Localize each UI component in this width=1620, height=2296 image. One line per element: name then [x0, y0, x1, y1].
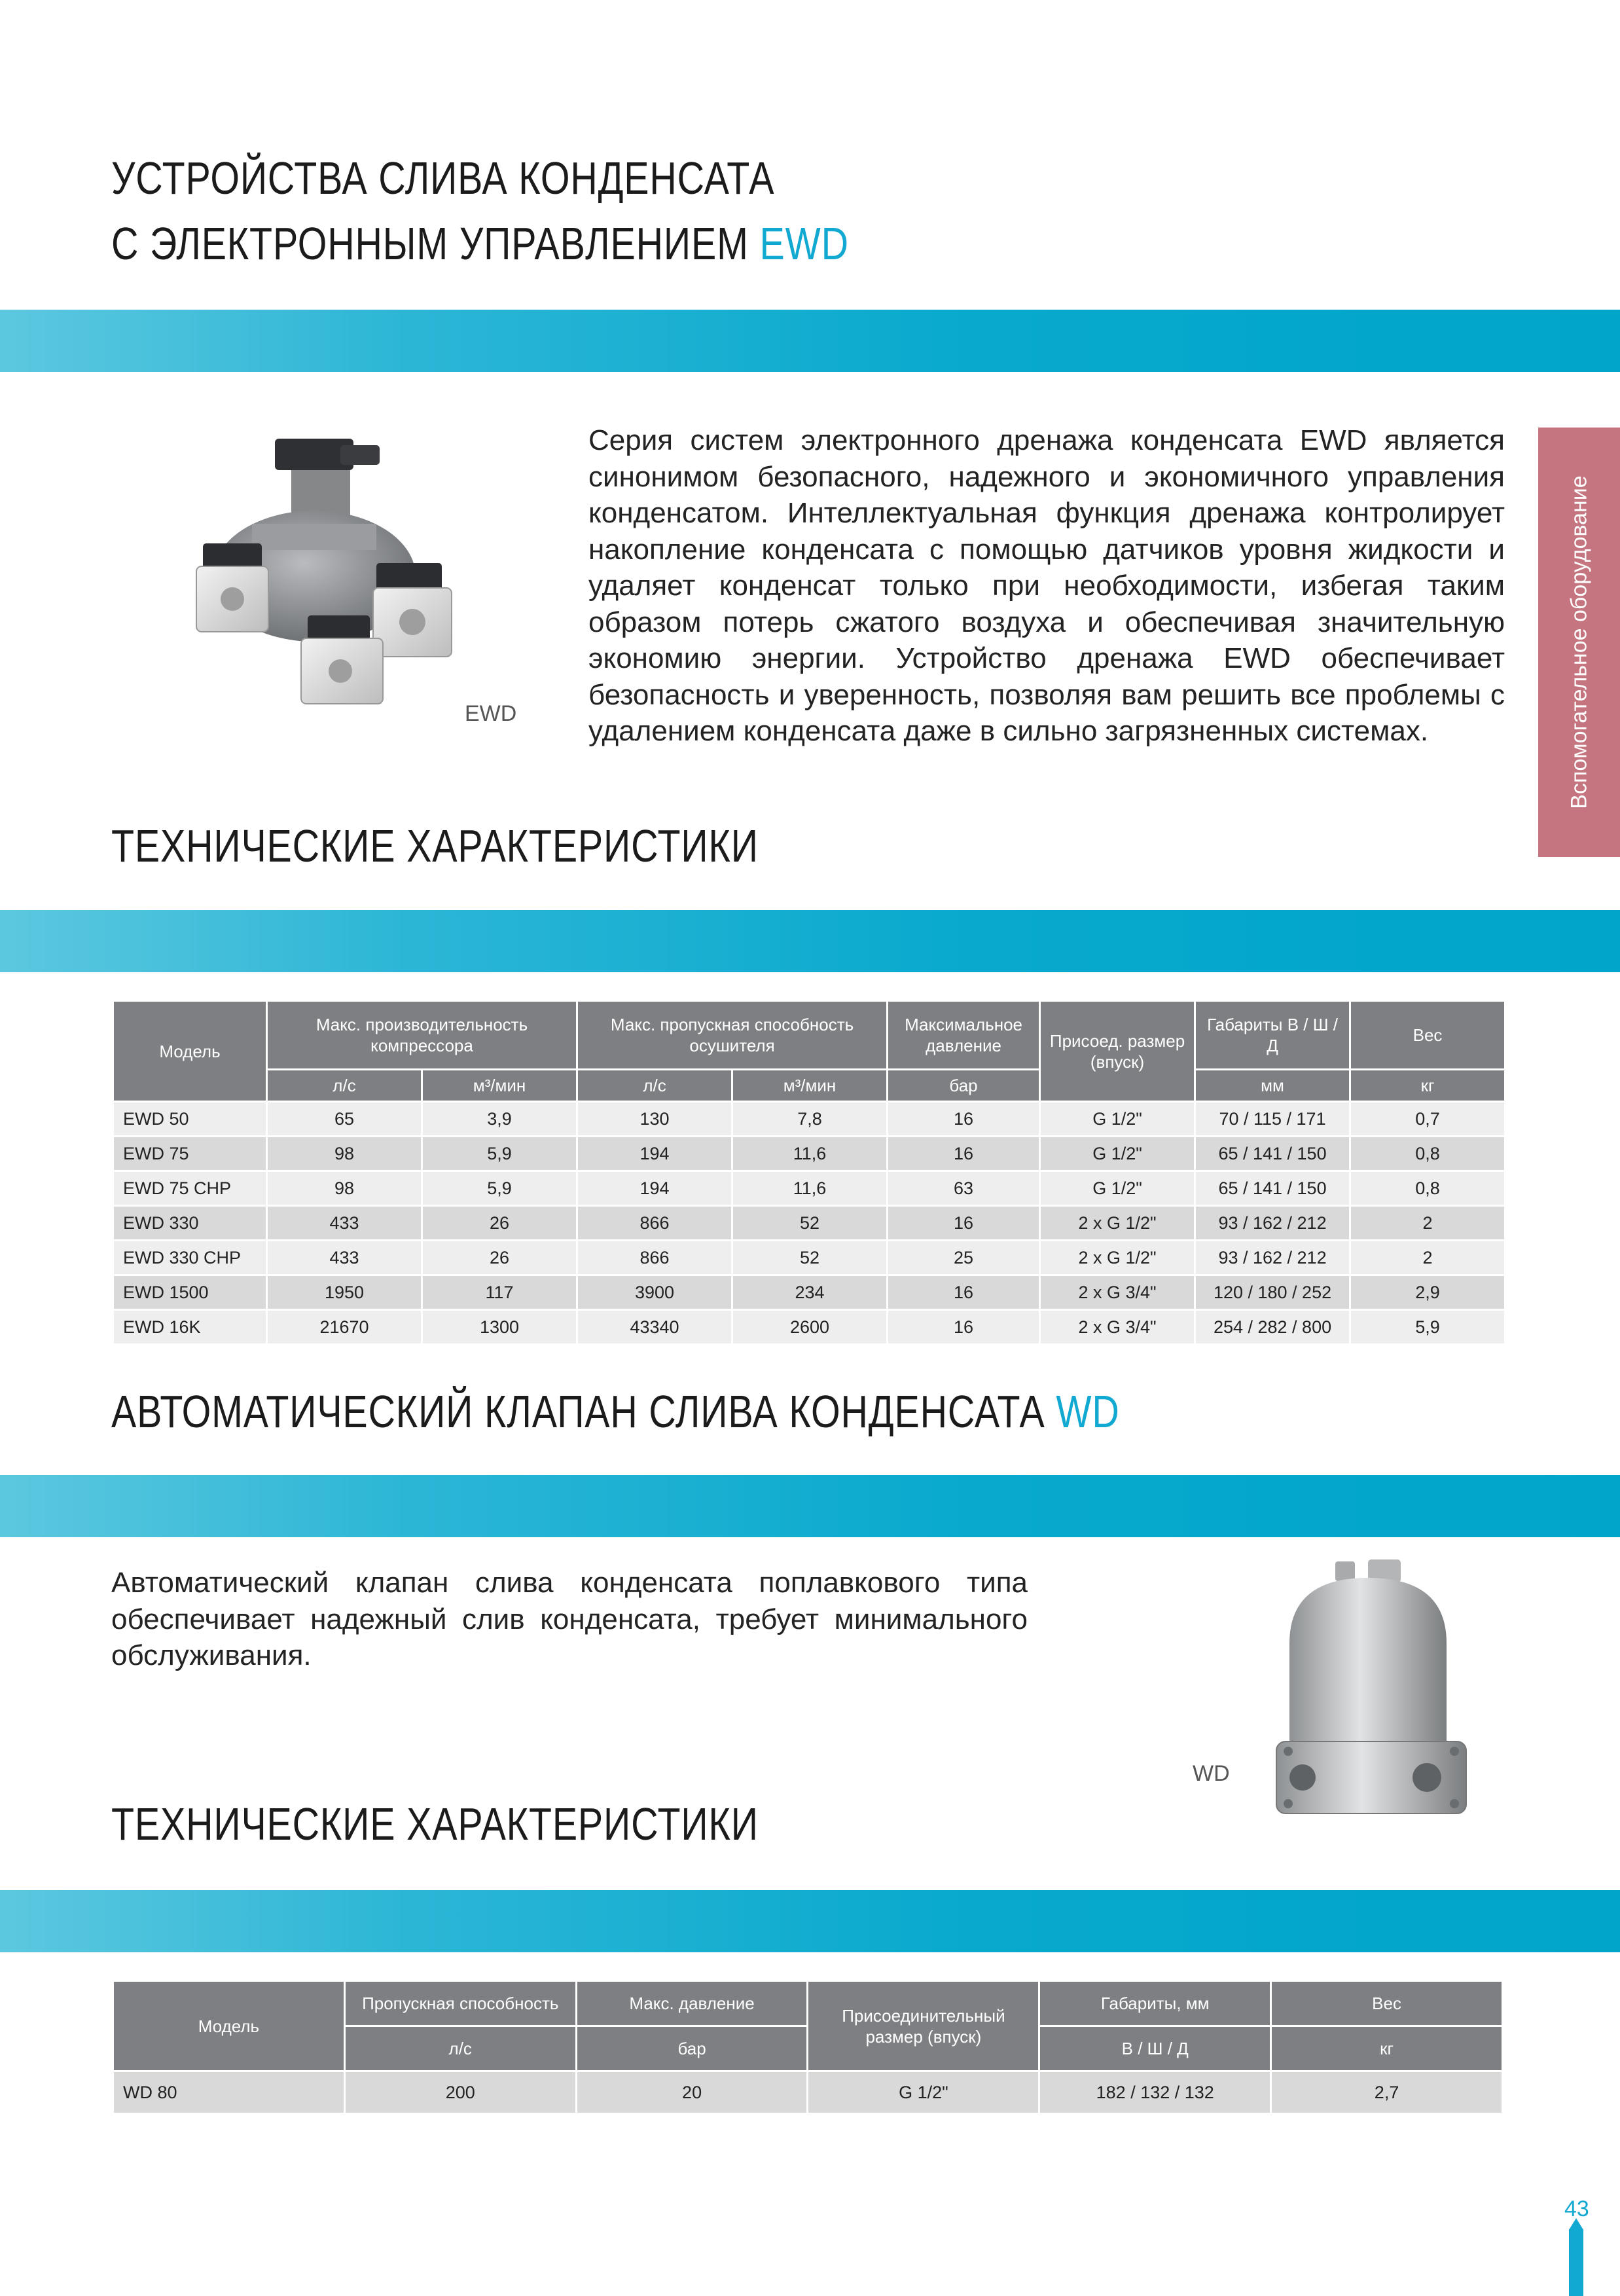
table-cell: EWD 1500: [114, 1276, 266, 1309]
table-cell: 93 / 162 / 212: [1196, 1241, 1349, 1274]
col-header-connection: Присоединительный размер (впуск): [808, 1982, 1038, 2070]
table-cell: 2600: [733, 1311, 886, 1343]
table-cell: 16: [888, 1137, 1039, 1170]
section-band: [0, 1890, 1620, 1952]
unit-header: л/с: [346, 2027, 575, 2070]
table-cell: 20: [577, 2072, 807, 2113]
table-cell: 3,9: [423, 1102, 576, 1135]
section-band: [0, 310, 1620, 372]
col-header-weight: Вес: [1272, 1982, 1502, 2025]
table-cell: 16: [888, 1207, 1039, 1239]
table-cell: 26: [423, 1241, 576, 1274]
table-row: [114, 1172, 1504, 1205]
table-cell: 2,7: [1272, 2072, 1502, 2113]
table-cell: EWD 50: [114, 1102, 266, 1135]
ewd-title-line2: [111, 215, 849, 272]
table-row: [114, 1207, 1504, 1239]
page-number: 43: [1564, 2196, 1589, 2221]
table-cell: G 1/2": [1041, 1137, 1194, 1170]
table-cell: 21670: [268, 1311, 421, 1343]
table-cell: 130: [578, 1102, 731, 1135]
table-cell: 2,9: [1351, 1276, 1504, 1309]
col-header-pressure: Макс. давление: [577, 1982, 807, 2025]
ewd-specs-table: [112, 1000, 1506, 1345]
table-cell: 2 x G 1/2": [1041, 1241, 1194, 1274]
table-cell: 0,8: [1351, 1172, 1504, 1205]
table-cell: 433: [268, 1207, 421, 1239]
table-cell: 200: [346, 2072, 575, 2113]
table-cell: EWD 75 CHP: [114, 1172, 266, 1205]
section-band: [0, 1475, 1620, 1537]
table-cell: 254 / 282 / 800: [1196, 1311, 1349, 1343]
table-row: [114, 1102, 1504, 1135]
table-cell: 866: [578, 1207, 731, 1239]
wd-title-prefix: АВТОМАТИЧЕСКИЙ КЛАПАН СЛИВА КОНДЕНСАТА: [111, 1386, 1056, 1437]
table-cell: 65 / 141 / 150: [1196, 1172, 1349, 1205]
wd-description: Автоматический клапан слива конденсата поплавкового типа обеспечивает надежный слив конденсата, требует минимального обслуживания.: [111, 1567, 1028, 1671]
ewd-title-accent: EWD: [759, 218, 849, 269]
page-marker-bar: [1569, 2229, 1583, 2296]
ewd-title-prefix: С ЭЛЕКТРОННЫМ УПРАВЛЕНИЕМ: [111, 218, 760, 269]
ewd-image-caption: EWD: [465, 701, 517, 726]
wd-title: [111, 1383, 1120, 1440]
table-cell: 70 / 115 / 171: [1196, 1102, 1349, 1135]
table-cell: G 1/2": [1041, 1102, 1194, 1135]
col-header-dimensions: Габариты В / Ш / Д: [1196, 1002, 1349, 1068]
table-cell: EWD 330: [114, 1207, 266, 1239]
ewd-description: Серия систем электронного дренажа конденсата EWD является синонимом безопасного, надежного и экономичного управления конденсатом. Интеллектуальная функция дренажа контролирует накопление конденсата с помощью датчиков уровня жидкости и удаляет конденсат только при необходимости, избегая таким образом потерь сжатого воздуха и обеспечивая значительную экономию энергии. Устройство дренажа EWD обеспечивает безопасность и уверенность, позволяя вам решить все проблемы с удалением конденсата даже в сильно загрязненных системах.: [588, 424, 1505, 747]
table-cell: 2 x G 3/4": [1041, 1311, 1194, 1343]
wd-image-caption: WD: [1193, 1761, 1230, 1786]
table-cell: EWD 75: [114, 1137, 266, 1170]
col-header-model: Модель: [114, 1002, 266, 1101]
table-cell: 5,9: [423, 1172, 576, 1205]
table-cell: 2: [1351, 1207, 1504, 1239]
table-cell: 65: [268, 1102, 421, 1135]
table-row: [114, 1311, 1504, 1343]
unit-header: м³/мин: [733, 1070, 886, 1101]
table-cell: 117: [423, 1276, 576, 1309]
col-header-weight: Вес: [1351, 1002, 1504, 1068]
table-cell: 5,9: [423, 1137, 576, 1170]
table-cell: 11,6: [733, 1172, 886, 1205]
table-cell: 43340: [578, 1311, 731, 1343]
table-row: [114, 1137, 1504, 1170]
table-cell: 866: [578, 1241, 731, 1274]
table-cell: 98: [268, 1172, 421, 1205]
table-cell: G 1/2": [1041, 1172, 1194, 1205]
wd-product-image: [1237, 1552, 1499, 1866]
table-cell: 16: [888, 1311, 1039, 1343]
table-cell: 234: [733, 1276, 886, 1309]
unit-header: л/с: [268, 1070, 421, 1101]
unit-header: мм: [1196, 1070, 1349, 1101]
col-header-connection: Присоед. размер (впуск): [1041, 1002, 1194, 1101]
table-cell: 65 / 141 / 150: [1196, 1137, 1349, 1170]
table-cell: 2: [1351, 1241, 1504, 1274]
table-cell: 0,8: [1351, 1137, 1504, 1170]
table-cell: 16: [888, 1276, 1039, 1309]
table-cell: 11,6: [733, 1137, 886, 1170]
table-cell: 182 / 132 / 132: [1040, 2072, 1270, 2113]
unit-header: м³/мин: [423, 1070, 576, 1101]
table-cell: 2 x G 1/2": [1041, 1207, 1194, 1239]
table-cell: 16: [888, 1102, 1039, 1135]
col-header-compressor: Макс. производительность компрессора: [268, 1002, 576, 1068]
ewd-title-line1: УСТРОЙСТВА СЛИВА КОНДЕНСАТА: [111, 153, 775, 204]
wd-specs-table: [112, 1980, 1503, 2115]
unit-header: кг: [1272, 2027, 1502, 2070]
unit-header: л/с: [578, 1070, 731, 1101]
col-header-pressure: Максимальное давление: [888, 1002, 1039, 1068]
section-band: [0, 910, 1620, 972]
col-header-capacity: Пропускная способность: [346, 1982, 575, 2025]
unit-header: бар: [577, 2027, 807, 2070]
table-cell: 194: [578, 1172, 731, 1205]
table-cell: 120 / 180 / 252: [1196, 1276, 1349, 1309]
table-cell: 98: [268, 1137, 421, 1170]
table-cell: 1950: [268, 1276, 421, 1309]
table-cell: WD 80: [114, 2072, 344, 2113]
page-marker-arrow: [1569, 2218, 1583, 2230]
wd-title-accent: WD: [1056, 1386, 1120, 1437]
specs2-title: ТЕХНИЧЕСКИЕ ХАРАКТЕРИСТИКИ: [111, 1798, 759, 1850]
table-cell: 52: [733, 1207, 886, 1239]
specs1-title: ТЕХНИЧЕСКИЕ ХАРАКТЕРИСТИКИ: [111, 820, 759, 871]
table-cell: 0,7: [1351, 1102, 1504, 1135]
col-header-dimensions: Габариты, мм: [1040, 1982, 1270, 2025]
table-cell: 25: [888, 1241, 1039, 1274]
table-cell: 7,8: [733, 1102, 886, 1135]
table-cell: EWD 16K: [114, 1311, 266, 1343]
table-row: [114, 2072, 1502, 2113]
side-category-tab[interactable]: [1538, 428, 1620, 857]
table-row: [114, 1241, 1504, 1274]
table-cell: G 1/2": [808, 2072, 1038, 2113]
ewd-product-image: [177, 426, 517, 727]
table-cell: 2 x G 3/4": [1041, 1276, 1194, 1309]
table-cell: 194: [578, 1137, 731, 1170]
table-cell: 26: [423, 1207, 576, 1239]
table-cell: 433: [268, 1241, 421, 1274]
table-cell: 3900: [578, 1276, 731, 1309]
table-cell: 52: [733, 1241, 886, 1274]
unit-header: бар: [888, 1070, 1039, 1101]
table-cell: EWD 330 CHP: [114, 1241, 266, 1274]
table-row: [114, 1276, 1504, 1309]
table-cell: 5,9: [1351, 1311, 1504, 1343]
table-cell: 93 / 162 / 212: [1196, 1207, 1349, 1239]
col-header-dryer: Макс. пропускная способность осушителя: [578, 1002, 886, 1068]
unit-header: кг: [1351, 1070, 1504, 1101]
table-cell: 63: [888, 1172, 1039, 1205]
side-tab-label: Вспомогательное оборудование: [1566, 475, 1591, 809]
unit-header: В / Ш / Д: [1040, 2027, 1270, 2070]
table-cell: 1300: [423, 1311, 576, 1343]
col-header-model: Модель: [114, 1982, 344, 2070]
